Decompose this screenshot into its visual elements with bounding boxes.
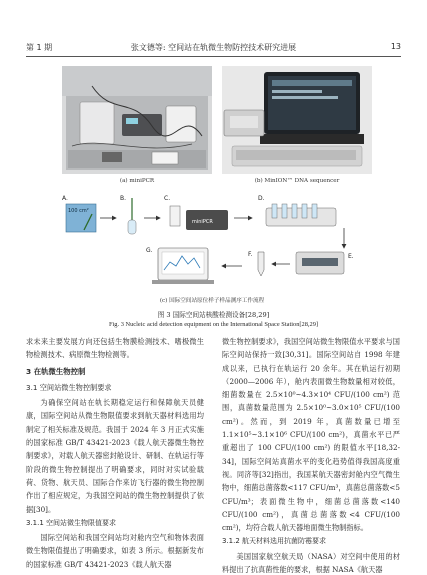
- page-number: 13: [390, 42, 401, 51]
- minipcr-photo-art: [62, 66, 212, 174]
- minion-photo-art: [222, 66, 372, 174]
- figure-caption-en: Fig. 3 Nucleic acid detection equipment on the International Space Station[28,29]: [108, 321, 319, 328]
- intro-paragraph: 求未来主要发展方向还包括生物膜检测技术、嗜极微生物检测技术、病原微生物检测等。: [26, 337, 204, 360]
- left-column: [26, 335, 204, 571]
- step-d-label: D.: [258, 195, 265, 202]
- panel-c-caption: (c) 国际空间站原位样子样品测序工作流程: [159, 298, 265, 304]
- issue-label: 第 1 期: [26, 43, 53, 52]
- panel-a-caption: (a) miniPCR: [119, 178, 155, 184]
- right-column: [222, 335, 400, 575]
- step-e-label: E.: [348, 253, 354, 260]
- sampling-area-label: 100 cm²: [68, 208, 89, 214]
- section-3-1-paragraph: 为确保空间站在轨长期稳定运行和保障航天员健康，国际空间站从微生物限值要求到航天器材料选用均制定了相关标准及规范。我国于 2024 年 3 月正式实施的国家标准 GB/T 43421-2023《载人航天器微生物控制要求》，对载人航天器密封舱设计、研制、在轨运行等阶段的微生物控制提出了明确要求，同时对实试验载荷、货物、航天员、国际合作来访飞行器的微生物控制作出了相应规定，为我国空间站的微生物控制提供了依据[30]。: [26, 398, 204, 514]
- panel-b-caption: (b) MinION™ DNA sequencer: [254, 178, 340, 184]
- section-3-1-2-paragraph: 美国国家航空航天局（NASA）对空间中使用的材料提出了抗真菌性能的要求，根据 NASA《航天器: [222, 551, 400, 575]
- section-3-1-heading: 3.1 空间站微生物控制要求: [26, 382, 112, 392]
- step-b-label: B.: [120, 195, 127, 202]
- minipcr-photo: [62, 66, 212, 174]
- section-3-1-2-heading: 3.1.2 航天材料选用抗菌防霉要求: [222, 537, 327, 546]
- minion-photo: [222, 66, 372, 174]
- step-f-label: F.: [248, 251, 253, 258]
- figure-caption-zh: 图 3 国际空间站核酸检测设备[28,29]: [157, 311, 270, 319]
- step-g-label: G.: [146, 247, 153, 254]
- page-header: [26, 42, 401, 56]
- step-c-label: C.: [164, 195, 171, 202]
- section-3-1-1-heading: 3.1.1 空间站微生物限值要求: [26, 518, 117, 527]
- section-3-1-1-paragraph: 国际空间站和我国空间站均对舱内空气和物体表面微生物限值提出了明确要求，如表 3 所示。根据新发布的国家标准 GB/T 43421-2023《载人航天器: [26, 533, 204, 569]
- section-3-heading: 3 在轨微生物控制: [26, 366, 86, 376]
- continued-paragraph: 微生物控制要求》，我国空间站微生物限值水平要求与国际空间站保持一致[30,31]。国际空间站自 1998 年建成以来，已执行在轨运行 20 余年。其在轨运行初期（2000—2006 年），舱内表面微生物数量相对较低，细菌数量在 2.5×10⁰~4.3×10⁴ CFU/(100 cm²) 范围，真菌数量范围为 2.5×10⁰~3.0×10⁵ CFU/(100 cm²)。然而，到 2019 年，真菌数量已增至 1.1×10⁵~3.1×10⁶ CFU/(100 cm²)，真菌水平已严重超出了 100 CFU/(100 cm²) 的限值水平[18,32-34]，国际空间站真菌水平的变化趋势值得我国高度重视。同济等[32]指出，我国某航天器密封舱内空气微生物中，细菌总菌落数<117 CFU/m³，真菌总菌落数<5 CFU/m³；表面微生物中，细菌总菌落数<140 CFU/(100 cm²)，真菌总菌落数<4 CFU/(100 cm²)，均符合载人航天器地面微生物制指标。: [222, 337, 400, 533]
- workflow-diagram-art: [62, 192, 362, 296]
- running-title: 张文德等: 空间站在轨微生物防控技术研究进展: [130, 43, 297, 52]
- step-a-label: A.: [62, 195, 68, 202]
- device-label: miniPCR: [192, 219, 213, 225]
- workflow-diagram: [62, 192, 362, 296]
- header-rule: [26, 56, 401, 57]
